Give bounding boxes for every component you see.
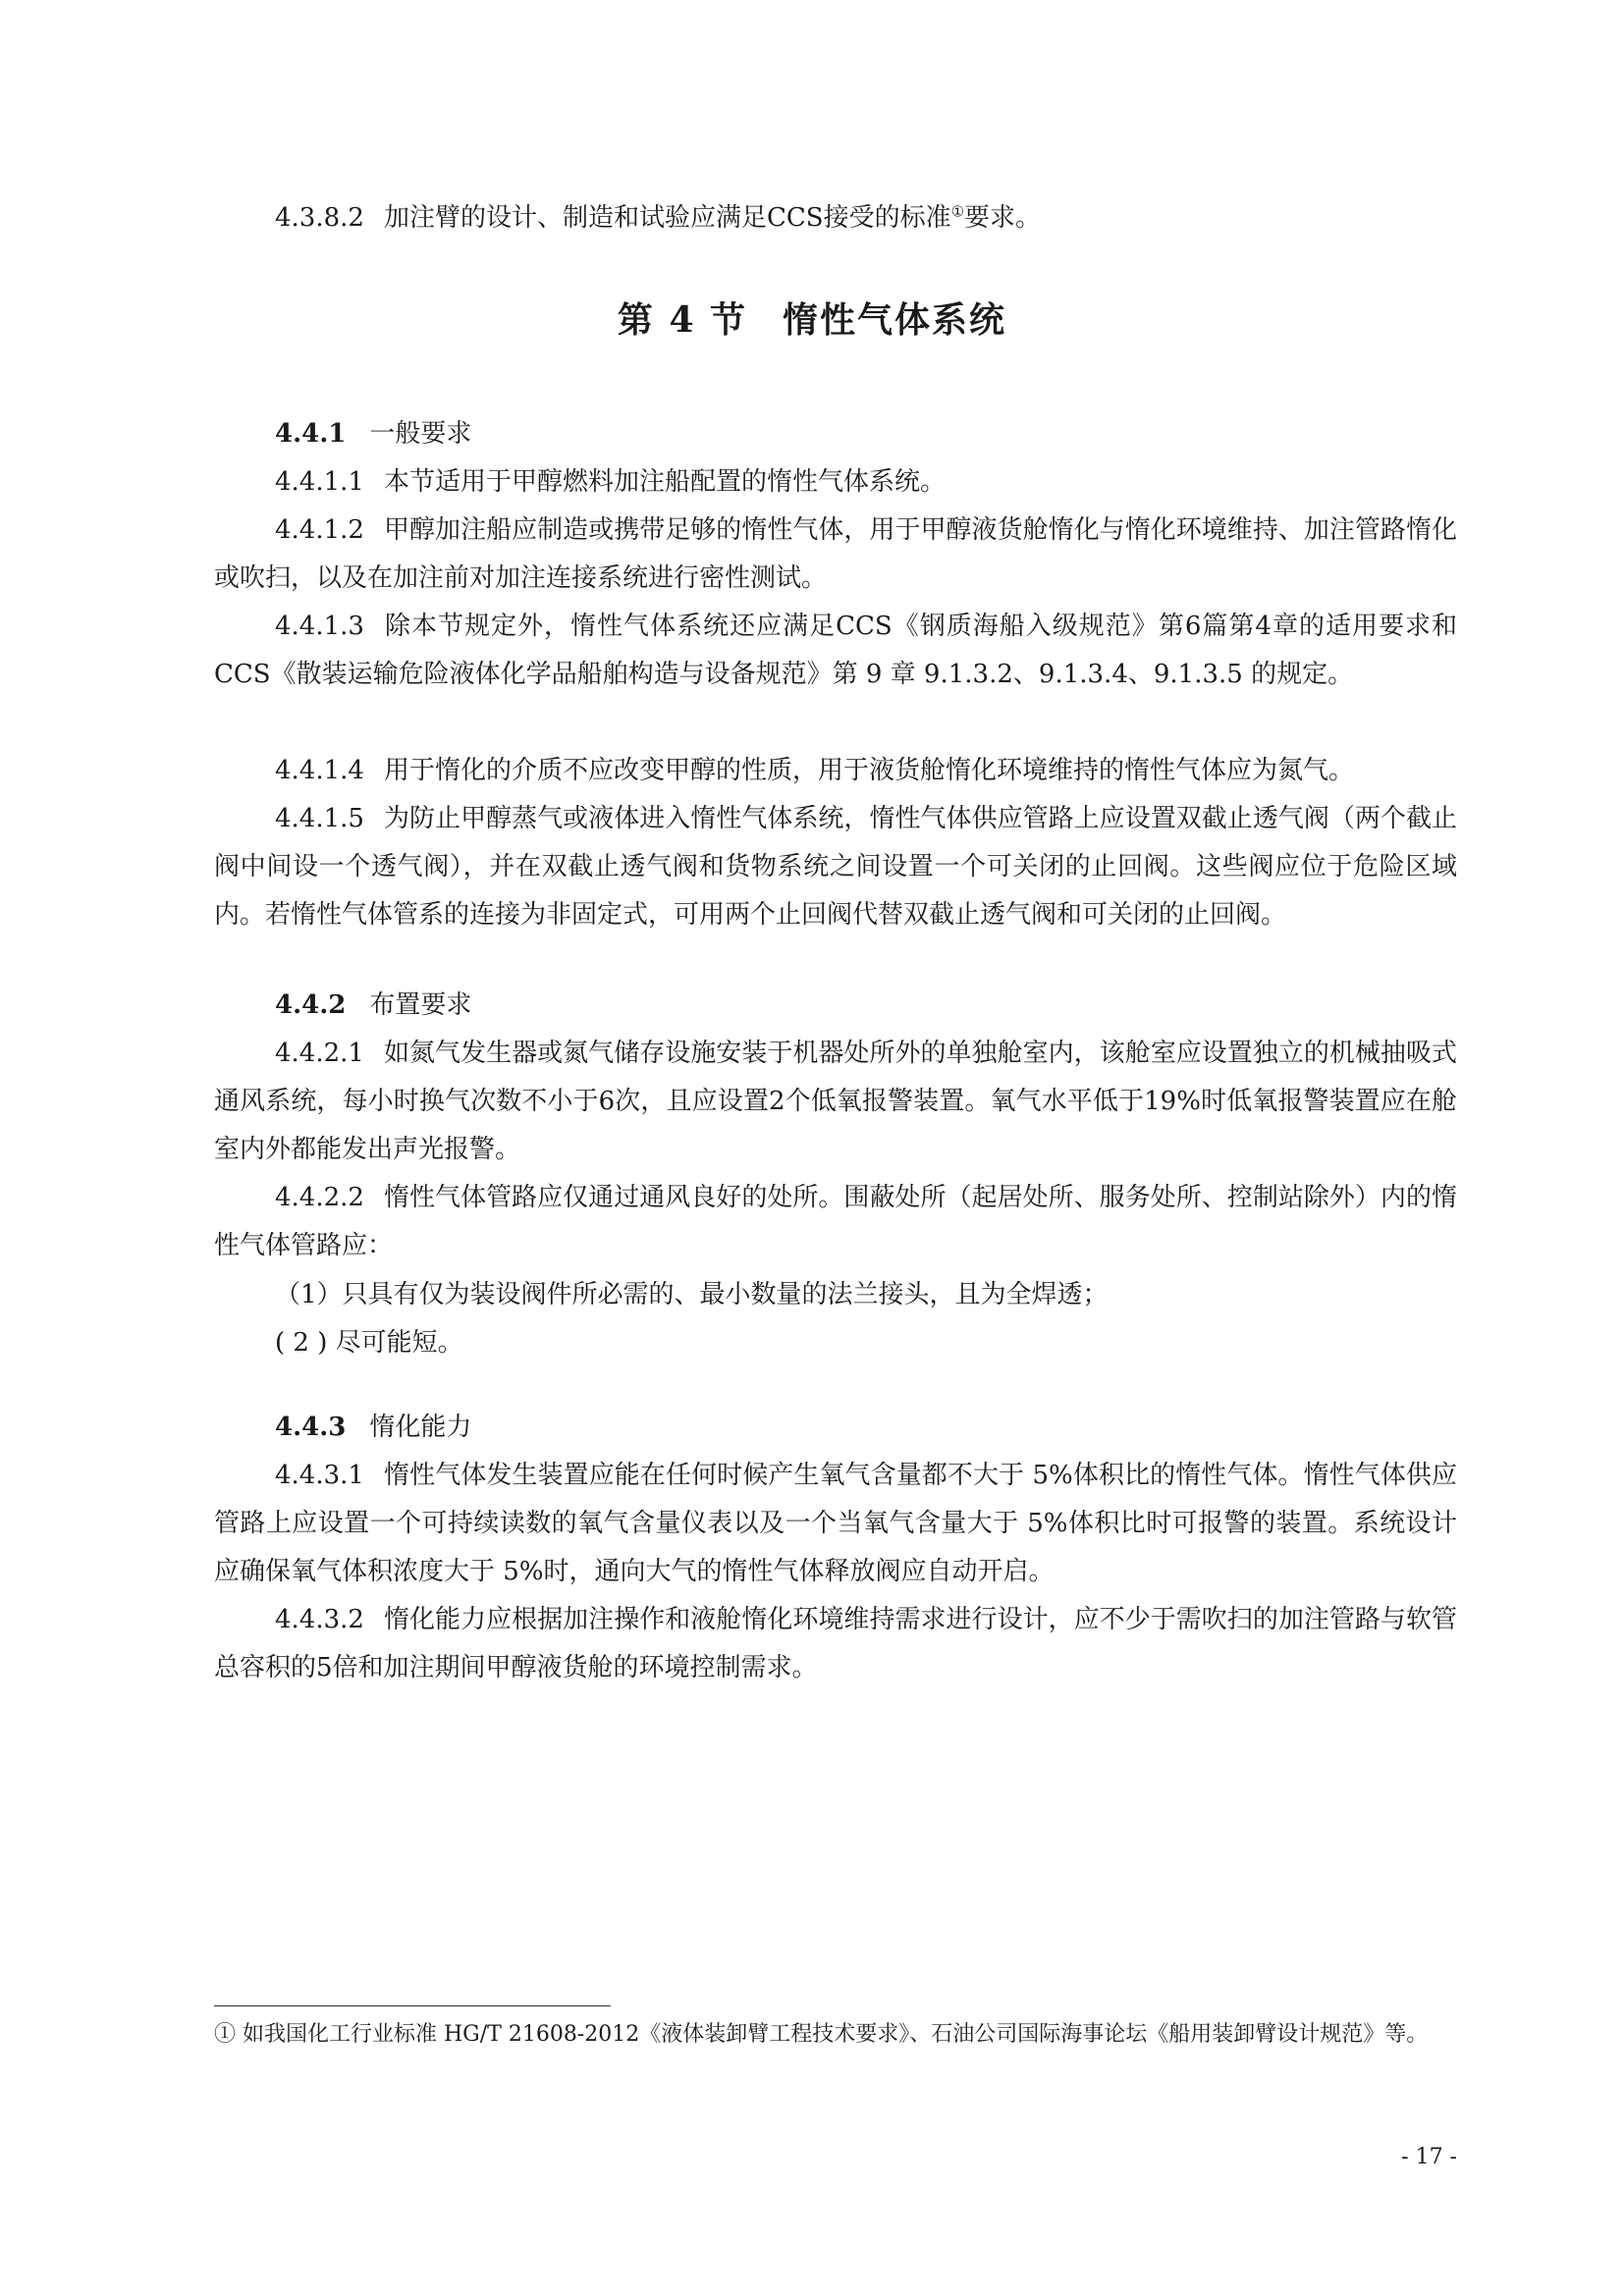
clause-number: 4.4.1.5 xyxy=(275,804,364,833)
subsection-number: 4.4.2 xyxy=(275,990,347,1020)
paragraph-4-4-2-2 xyxy=(214,1174,1457,1270)
subsection-title: 布置要求 xyxy=(369,990,472,1020)
footnote-reference[interactable]: ① xyxy=(950,202,965,221)
clause-number: 4.4.3.1 xyxy=(275,1461,364,1490)
section-title xyxy=(0,291,1624,349)
clause-number: 4.4.3.2 xyxy=(275,1605,364,1634)
footnote-separator xyxy=(214,2005,611,2006)
clause-number: 4.4.2.1 xyxy=(275,1039,364,1068)
paragraph-4-4-3-2 xyxy=(214,1596,1457,1692)
subsection-title: 惰化能力 xyxy=(369,1413,472,1442)
paragraph-4-4-3-1 xyxy=(214,1452,1457,1596)
paragraph-4-3-8-2 xyxy=(214,194,1457,242)
clause-number: 4.3.8.2 xyxy=(275,203,364,233)
clause-number: 4.4.1.3 xyxy=(275,612,364,641)
clause-text: 除本节规定外，惰性气体系统还应满足CCS《钢质海船入级规范》第6篇第4章的适用要求和CCS《散装运输危险液体化学品船舶构造与设备规范》第 9 章 9.1.3.2、9.1.3.4、9.1.3.5 的规定。 xyxy=(214,612,1457,689)
footnote: ① 如我国化工行业标准 HG/T 21608-2012《液体装卸臂工程技术要求》、石油公司国际海事论坛《船用装卸臂设计规范》等。 xyxy=(214,2022,1429,2047)
clause-text: 惰化能力应根据加注操作和液舱惰化环境维持需求进行设计，应不少于需吹扫的加注管路与软管总容积的5倍和加注期间甲醇液货舱的环境控制需求。 xyxy=(214,1605,1457,1682)
section-name: 惰性气体系统 xyxy=(783,299,1007,341)
clause-text: 加注臂的设计、制造和试验应满足CCS接受的标准 xyxy=(383,203,951,233)
paragraph-4-4-2-1 xyxy=(214,1030,1457,1174)
subsection-heading-4-4-1 xyxy=(275,410,471,458)
subsection-title: 一般要求 xyxy=(369,419,472,449)
clause-number: 4.4.1.2 xyxy=(275,515,364,545)
clause-text-end: 要求。 xyxy=(964,203,1042,233)
subsection-heading-4-4-2 xyxy=(275,982,471,1030)
clause-number: 4.4.2.2 xyxy=(275,1183,364,1212)
subsection-heading-4-4-3 xyxy=(275,1404,471,1452)
clause-number: 4.4.1.1 xyxy=(275,467,364,497)
list-item-1: （1）只具有仅为装设阀件所必需的、最小数量的法兰接头，且为全焊透； xyxy=(275,1280,1109,1309)
clause-text: 用于惰化的介质不应改变甲醇的性质，用于液货舱惰化环境维持的惰性气体应为氮气。 xyxy=(383,756,1354,785)
clause-text: 惰性气体管路应仅通过通风良好的处所。围蔽处所（起居处所、服务处所、控制站除外）内的惰性气体管路应： xyxy=(214,1183,1457,1260)
clause-text: 甲醇加注船应制造或携带足够的惰性气体，用于甲醇液货舱惰化与惰化环境维持、加注管路惰化或吹扫，以及在加注前对加注连接系统进行密性测试。 xyxy=(214,515,1457,593)
page-number: - 17 - xyxy=(1401,2145,1457,2169)
paragraph-4-4-1-4 xyxy=(214,747,1457,795)
clause-text: 如氮气发生器或氮气储存设施安装于机器处所外的单独舱室内，该舱室应设置独立的机械抽吸式通风系统，每小时换气次数不小于6次，且应设置2个低氧报警装置。氧气水平低于19%时低氧报警装置应在舱室内外都能发出声光报警。 xyxy=(214,1039,1457,1164)
clause-number: 4.4.1.4 xyxy=(275,756,364,785)
subsection-number: 4.4.3 xyxy=(275,1413,347,1442)
section-label: 第 4 节 xyxy=(617,299,748,341)
clause-text: 为防止甲醇蒸气或液体进入惰性气体系统，惰性气体供应管路上应设置双截止透气阀（两个截止阀中间设一个透气阀），并在双截止透气阀和货物系统之间设置一个可关闭的止回阀。这些阀应位于危险区域内。若惰性气体管系的连接为非固定式，可用两个止回阀代替双截止透气阀和可关闭的止回阀。 xyxy=(214,804,1457,930)
paragraph-4-4-1-1 xyxy=(214,458,1457,507)
paragraph-4-4-1-5 xyxy=(214,795,1457,939)
paragraph-4-4-1-3 xyxy=(214,603,1457,699)
clause-text: 惰性气体发生装置应能在任何时候产生氧气含量都不大于 5%体积比的惰性气体。惰性气体供应管路上应设置一个可持续读数的氧气含量仪表以及一个当氧气含量大于 5%体积比时可报警的装置。系统设计应确保氧气体积浓度大于 5%时，通向大气的惰性气体释放阀应自动开启。 xyxy=(214,1461,1457,1586)
clause-text: 本节适用于甲醇燃料加注船配置的惰性气体系统。 xyxy=(383,467,946,497)
subsection-number: 4.4.1 xyxy=(275,419,347,449)
paragraph-4-4-1-2 xyxy=(214,507,1457,603)
list-item-2: ( 2 ) 尽可能短。 xyxy=(275,1328,463,1358)
